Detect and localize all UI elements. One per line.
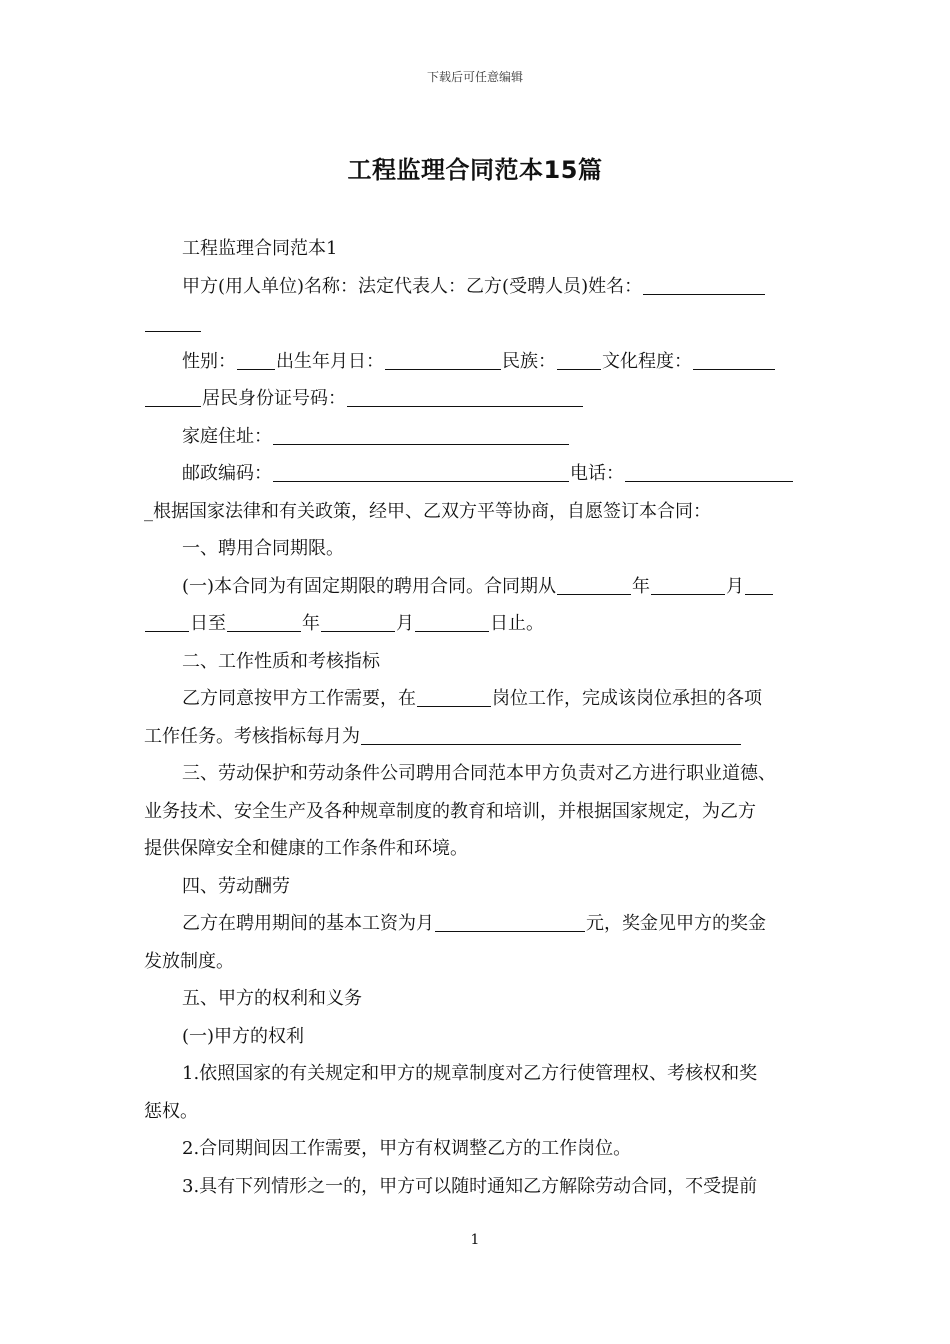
document-body [144, 230, 808, 1205]
paragraph-line [144, 1055, 808, 1093]
text: 二、工作性质和考核指标 [182, 650, 380, 672]
text: 三、劳动保护和劳动条件公司聘用合同范本甲方负责对乙方进行职业道德、 [182, 763, 776, 784]
paragraph-line [144, 455, 808, 493]
text: 四、劳动酬劳 [182, 875, 290, 897]
text: 乙方在聘用期间的基本工资为月 [182, 913, 434, 934]
blank-id-number [347, 382, 583, 407]
text: 月 [726, 575, 745, 597]
text: 月 [396, 613, 414, 634]
blank-end-month [321, 607, 395, 632]
paragraph-line [144, 380, 808, 418]
blank-birthdate [385, 345, 501, 370]
text: (一)甲方的权利 [182, 1025, 305, 1047]
paragraph-line [144, 943, 808, 981]
blank-education [693, 345, 775, 370]
text: 日至 [190, 613, 226, 634]
blank-name-cont [145, 307, 201, 332]
section-heading [144, 643, 808, 681]
text: 元，奖金见甲方的奖金 [586, 913, 766, 934]
text: 1.依照国家的有关规定和甲方的规章制度对乙方行使管理权、考核权和奖 [182, 1063, 758, 1084]
blank-start-day [745, 570, 773, 595]
text: 业务技术、安全生产及各种规章制度的教育和培训，并根据国家规定，为乙方 [144, 800, 756, 822]
paragraph-line [144, 718, 808, 756]
paragraph-line [144, 1093, 808, 1131]
text: 提供保障安全和健康的工作条件和环境。 [144, 838, 468, 859]
text: 3.具有下列情形之一的，甲方可以随时通知乙方解除劳动合同，不受提前 [182, 1175, 758, 1197]
header-note: 下载后可任意编辑 [426, 70, 523, 84]
text: 发放制度。 [144, 950, 234, 972]
page-number: 1 [470, 1232, 480, 1248]
paragraph-line [144, 230, 808, 268]
text: (一)本合同为有固定期限的聘用合同。合同期从 [182, 575, 557, 597]
text: 工程监理合同范本1 [182, 238, 338, 259]
section-heading [144, 980, 808, 1018]
text: 性别： [182, 350, 236, 372]
paragraph-line [144, 1130, 808, 1168]
paragraph-line [144, 305, 808, 343]
blank-start-day-cont [145, 607, 189, 632]
blank-address [273, 420, 569, 445]
text: 乙方同意按甲方工作需要，在 [182, 688, 416, 709]
text: 出生年月日： [276, 350, 384, 372]
text: 年 [302, 613, 320, 634]
paragraph-line [144, 493, 808, 531]
paragraph-line [144, 680, 808, 718]
text: 2.合同期间因工作需要，甲方有权调整乙方的工作岗位。 [182, 1138, 632, 1159]
text: 文化程度： [602, 350, 692, 372]
document-title: 工程监理合同范本15篇 [347, 156, 603, 184]
paragraph-line [144, 1168, 808, 1206]
blank-start-year [557, 570, 631, 595]
blank-gender [237, 345, 275, 370]
blank-postcode [273, 457, 569, 482]
section-heading [144, 530, 808, 568]
text: 甲方(用人单位)名称：法定代表人：乙方(受聘人员)姓名： [182, 275, 643, 297]
blank-phone [625, 457, 793, 482]
blank-start-month [651, 570, 725, 595]
blank-monthly-target [361, 720, 741, 745]
blank-name [643, 270, 765, 295]
paragraph-line [144, 830, 808, 868]
paragraph-line [144, 418, 808, 456]
paragraph-line [144, 793, 808, 831]
text: 年 [632, 575, 651, 597]
blank-ethnicity [557, 345, 601, 370]
text: 邮政编码： [182, 463, 272, 484]
blank-end-day [415, 607, 489, 632]
text: 一、聘用合同期限。 [182, 538, 344, 559]
blank-end-year [227, 607, 301, 632]
text: 惩权。 [144, 1100, 198, 1122]
text: 民族： [502, 350, 556, 372]
subsection-heading [144, 1018, 808, 1056]
paragraph-line [144, 568, 808, 606]
text: 家庭住址： [182, 425, 272, 447]
blank-education-cont [145, 382, 201, 407]
paragraph-line [144, 268, 808, 306]
text: 五、甲方的权利和义务 [182, 988, 362, 1009]
text: _根据国家法律和有关政策，经甲、乙双方平等协商，自愿签订本合同： [144, 500, 711, 522]
blank-position [417, 682, 491, 707]
text: 岗位工作，完成该岗位承担的各项 [492, 688, 762, 709]
text: 日止。 [490, 613, 544, 634]
blank-base-salary [435, 907, 585, 932]
paragraph-line [144, 905, 808, 943]
paragraph-line [144, 605, 808, 643]
text: 居民身份证号码： [202, 388, 346, 409]
text: 工作任务。考核指标每月为 [144, 725, 360, 747]
paragraph-line [144, 755, 808, 793]
paragraph-line [144, 343, 808, 381]
section-heading [144, 868, 808, 906]
text: 电话： [570, 463, 624, 484]
